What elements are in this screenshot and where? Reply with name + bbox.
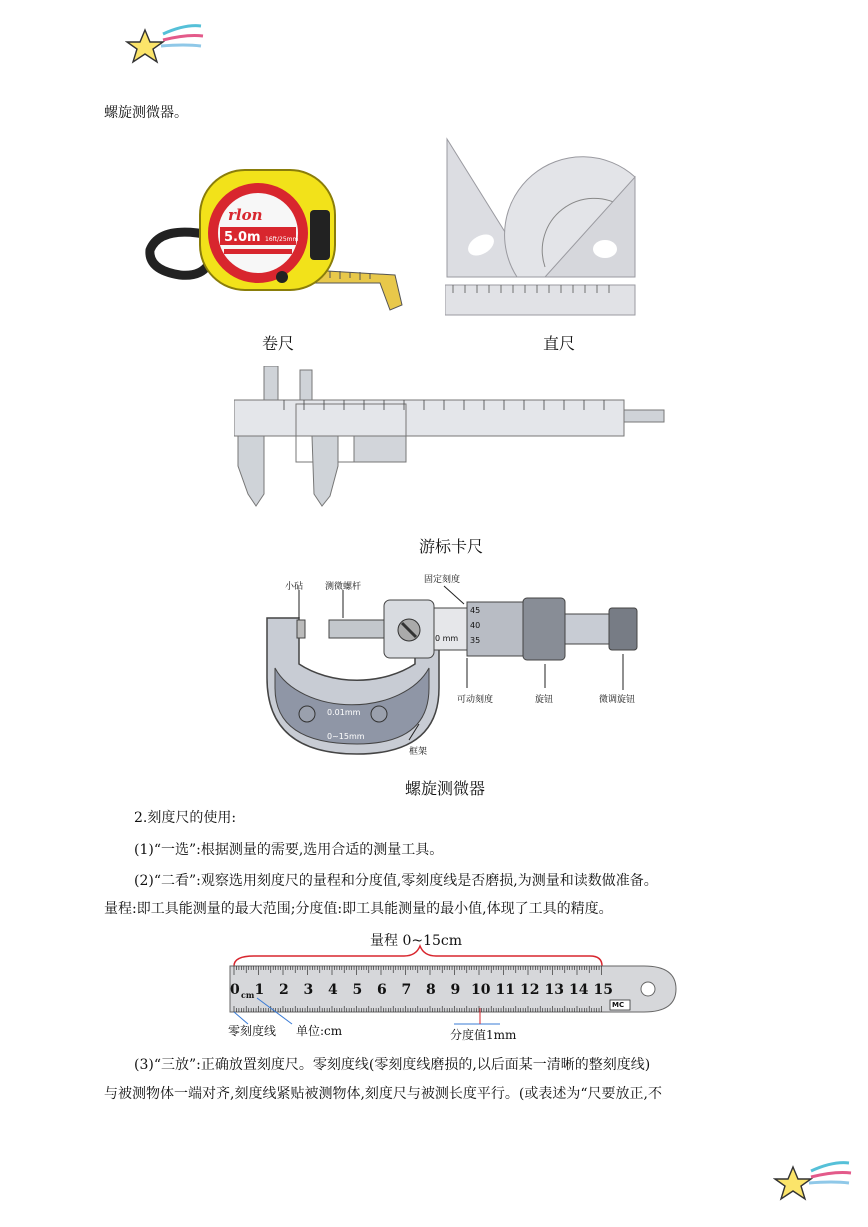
ruler-number: 0 [230,982,240,998]
caption-ruler: 直尺 [543,334,576,353]
ruler-number-row [224,982,644,1002]
ruler-number: 14 [569,982,589,998]
ruler-brand: MC [612,1001,625,1009]
paragraph-step3: (3)“三放”:正确放置刻度尺。零刻度线(零刻度线磨损的,以后面某一清晰的整刻度线) [134,1057,651,1073]
ruler-number: 5 [352,982,363,998]
section-heading: 2.刻度尺的使用: [134,810,237,826]
ruler-number: 8 [426,982,436,998]
label-40: 40 [470,621,481,630]
tape-size-sub: 16ft/25mm [265,236,299,243]
ruler-number: 3 [303,982,314,998]
ruler-number: 11 [495,982,515,998]
division-label: 分度值1mm [450,1028,517,1042]
unit-mark: cm [241,990,255,1000]
label-anvil: 小砧 [285,582,304,592]
micrometer-diagram [259,568,649,768]
tape-size: 5.0m [224,230,261,245]
vernier-caliper-image [234,366,670,518]
label-zero-mm: 0 mm [435,634,459,643]
ruler-number: 7 [401,982,412,998]
paragraph-step2-definitions: 量程:即工具能测量的最大范围;分度值:即工具能测量的最小值,体现了工具的精度。 [104,901,613,917]
zero-line-label: 零刻度线 [228,1024,277,1038]
paragraph-step1: (1)“一选”:根据测量的需要,选用合适的测量工具。 [134,842,444,858]
shooting-star-icon [125,18,205,66]
label-spec-range: 0~15mm [327,732,365,741]
ruler-number: 12 [520,982,540,998]
range-label: 量程 0~15cm [370,933,463,949]
label-thimble: 可动刻度 [457,695,494,705]
ruler-set-image [445,137,637,317]
ruler-number: 9 [450,982,461,998]
ruler-number: 15 [593,982,613,998]
ruler-number: 10 [471,982,491,998]
label-knob: 旋钮 [535,695,554,705]
paragraph-step3-continued: 与被测物体一端对齐,刻度线紧贴被测物体,刻度尺与被测长度平行。(或表述为“尺要放正,不 [104,1086,662,1102]
label-frame: 框架 [409,747,428,757]
ruler-number: 1 [254,982,265,998]
label-spec-resolution: 0.01mm [327,708,361,717]
ruler-number: 2 [279,982,289,998]
label-spindle: 测微螺杆 [325,582,362,592]
label-sleeve: 固定刻度 [424,575,461,585]
ruler-number: 6 [377,982,387,998]
tape-brand: rlon [228,206,263,224]
paragraph-step2: (2)“二看”:观察选用刻度尺的量程和分度值,零刻度线是否磨损,为测量和读数做准备。 [134,873,658,889]
ruler-number: 13 [544,982,564,998]
shooting-star-icon-bottom [773,1155,853,1203]
caption-caliper: 游标卡尺 [419,537,484,556]
intro-line: 螺旋测微器。 [104,105,188,121]
tape-measure-image [140,165,410,315]
label-35: 35 [470,636,481,645]
label-ratchet: 微调旋钮 [599,695,636,705]
caption-micrometer: 螺旋测微器 [405,779,486,798]
ruler-diagram [224,928,679,1048]
label-45: 45 [470,606,481,615]
caption-tape-measure: 卷尺 [262,334,295,353]
unit-label: 单位:cm [296,1024,343,1038]
ruler-number: 4 [328,982,338,998]
